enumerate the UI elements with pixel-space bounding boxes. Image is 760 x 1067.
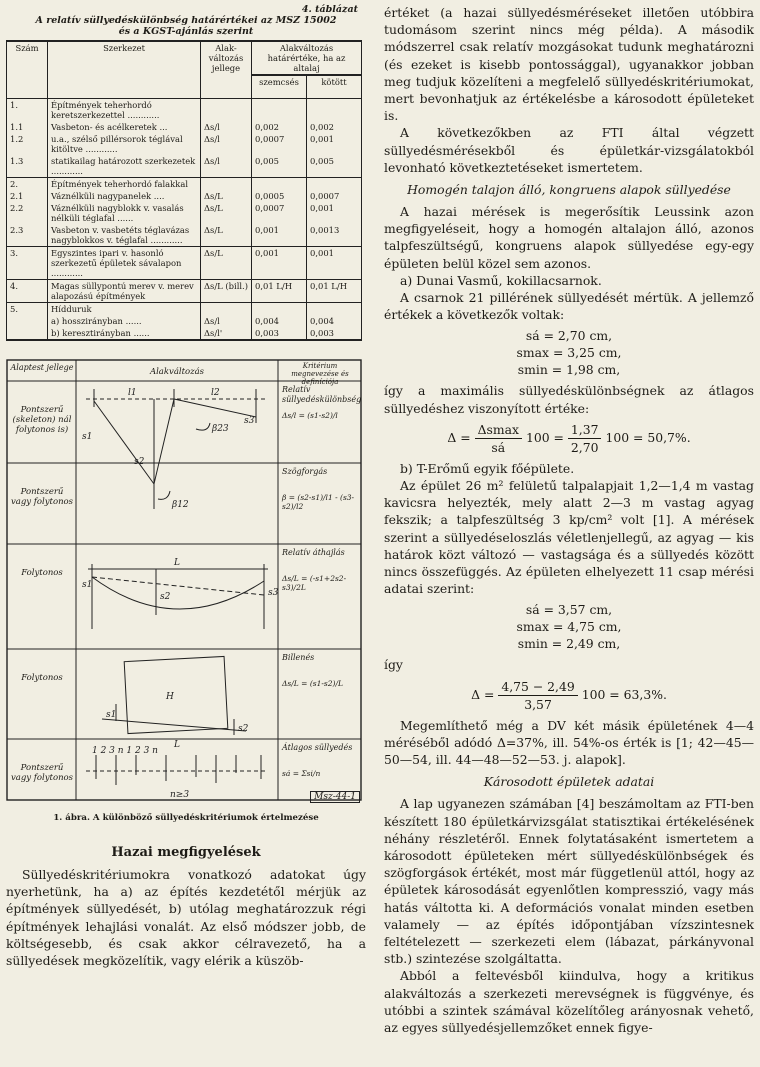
table-cell-num: 3. (7, 247, 48, 280)
right-column (384, 4, 754, 1036)
table-cell-szem: 0,01 L/H (252, 280, 307, 303)
label-s2-b: s2 (160, 592, 171, 602)
para-7: b) T-Erőmű egyik főépülete. (400, 460, 575, 476)
label-l2: l2 (211, 388, 220, 398)
table-cell-text: a) hosszirányban ...... (48, 315, 201, 327)
table-row (7, 178, 362, 191)
fig-criterion-formula: Δs/L = (s1-s2)/L (282, 679, 343, 688)
table-row (7, 280, 362, 303)
table-cell-text: Magas süllypontú merev v. merev alapozású építmények (48, 280, 201, 303)
limit-table (6, 40, 362, 341)
table-cell-num (7, 315, 48, 327)
fig-type-label: Pontszerű vagy folytonos (10, 763, 74, 783)
fig-criterion-formula: sá = Σsi/n (282, 769, 321, 778)
para-3: A hazai mérések is megerősítik Leussink azon megfigyeléseit, hogy a homogén altalajon álló, azonos talpfeszültségű, kongruens alapok süllyedése egy-egy épületen belül közel sem azonos. (384, 204, 754, 271)
para-4: a) Dunai Vasmű, kokillacsarnok. (400, 272, 602, 288)
para-9: így (384, 657, 403, 673)
label-s3-b: s3 (268, 588, 279, 598)
label-L-a: L (174, 558, 180, 568)
f1-end: 100 = 50,7%. (605, 429, 691, 445)
table-cell-jelleg: Δs/l (201, 155, 252, 178)
label-l1: l1 (128, 388, 137, 398)
table-title-2: és a KGST-ajánlás szerint (118, 26, 254, 37)
subheading-karosodott: Károsodott épületek adatai (483, 774, 655, 790)
para-6: így a maximális süllyedéskülönbségnek az átlagos süllyedéshez viszonyított értéke: (384, 383, 754, 416)
f1-den-1: sá (491, 439, 506, 455)
table-cell-kot: 0,003 (307, 327, 362, 340)
figure-caption: 1. ábra. A különböző süllyedéskritériumok értelmezése (53, 813, 319, 823)
para-2: A következőkben az FTI által végzett süllyedésmérésekből és épületkár-vizsgálatokból levonható következtetéseket ismertetem. (384, 125, 754, 175)
label-b12: β12 (172, 500, 189, 510)
label-L-b: L (174, 740, 180, 750)
table-row (7, 224, 362, 247)
table-cell-text: Egyszintes ipari v. hasonló szerkezetű épületek sávalapon ............ (48, 247, 201, 280)
table-cell-num: 1. (7, 99, 48, 122)
th-alak: Alak-változás jellege (201, 41, 252, 99)
values-1 (384, 327, 754, 378)
table-cell-jelleg (201, 178, 252, 191)
label-s1-c: s1 (106, 710, 117, 720)
value-line: smin = 2,49 cm, (517, 636, 621, 652)
table-cell-szem: 0,005 (252, 155, 307, 178)
para-10: Megemlíthető még a DV két másik épületének 4—4 méréséből adódó Δ=37%, ill. 54%-os érték is [1; 42—45—50—54, ill. 44—48—52—53. j. alapok]. (384, 717, 754, 768)
table-cell-kot: 0,005 (307, 155, 362, 178)
table-cell-num: 1.2 (7, 133, 48, 155)
table-cell-text: statikailag határozott szerkezetek ............ (48, 155, 201, 178)
table-cell-num: 4. (7, 280, 48, 303)
table-row (7, 99, 362, 122)
fig-criterion-formula: Δs/L = (-s1+2s2-s3)/2L (282, 574, 347, 592)
para-8: Az épület 26 m² felületű talpalapjait 1,2—1,4 m vastag kavicsra helyezték, mely alatt 2—3 m vastag agyag fekszik; a talpfeszültség 3 kp/cm² volt [1]. A mérések szerint a süllyedéseloszlás véletlenjellegű, az agyag — kis határok közt változó — vastagsága és a süllyedés között nincs összefüggés. Az épületen elhelyezett 11 csap mérési adatai szerint: (384, 478, 754, 597)
table-cell-text: Építmények teherhordó falakkal (48, 178, 201, 191)
table-cell-szem: 0,0005 (252, 190, 307, 202)
table-cell-num (7, 327, 48, 340)
table-cell-num: 2. (7, 178, 48, 191)
table-cell-szem: 0,001 (252, 247, 307, 280)
table-cell-jelleg: Δs/L (201, 190, 252, 202)
values-2 (384, 601, 754, 652)
left-column (6, 4, 366, 969)
para-5: A csarnok 21 pillérének süllyedését mértük. A jellemző értékek a következők voltak: (384, 290, 754, 323)
f1-left: Δ = (447, 429, 471, 445)
table-cell-num: 1.3 (7, 155, 48, 178)
table-cell-text: Váznélküli nagyblokk v. vasalás nélküli téglafal ...... (48, 202, 201, 224)
fig-criterion-name: Billenés (282, 653, 315, 662)
fig-header-krit: Kritérium megnevezése és definíciója (291, 362, 349, 386)
table-row (7, 247, 362, 280)
formula-2 (384, 678, 754, 713)
fig-type-label: Pontszerű (skeleton) nál folytonos is) (12, 405, 72, 435)
fig-criterion-formula: β = (s2-s1)/l1 - (s3-s2)/l2 (282, 493, 355, 511)
label-b23: β23 (212, 424, 229, 434)
subheading-homogen: Homogén talajon álló, kongruens alapok süllyedése (407, 182, 731, 198)
f1-frac-1 (475, 421, 522, 456)
label-s1-b: s1 (82, 580, 93, 590)
label-n: n≥3 (170, 790, 190, 800)
table-row (7, 303, 362, 316)
table-cell-text: b) keresztirányban ...... (48, 327, 201, 340)
table-cell-jelleg: Δs/L (201, 224, 252, 247)
th-hatar: Alakváltozás határértéke, ha az altalaj (252, 41, 362, 75)
value-line: sá = 3,57 cm, (525, 602, 613, 618)
fig-criterion-name: Átlagos süllyedés (282, 743, 353, 752)
criteria-figure (6, 359, 362, 811)
para-12: Abból a feltevésből kiindulva, hogy a kritikus alakváltozás a szerkezeti merevségnek is függvénye, és utóbbi a szintek számával közelítőleg arányosnak vehető, az egyes süllyedésjellemzőket ennek figye- (384, 968, 754, 1035)
table-cell-text: Vasbeton v. vasbetéts téglavázas nagyblokkos v. téglafal ............ (48, 224, 201, 247)
table-cell-text: Váznélküli nagypanelek .... (48, 190, 201, 202)
table-cell-text: u.a., szélső pillérsorok téglával kitöltve ............ (48, 133, 201, 155)
fig-header-alak: Alakváltozás (149, 367, 205, 377)
f1-num-1: Δsmax (475, 421, 522, 439)
para-1: értéket (a hazai süllyedésméréseket illetően utóbbira tudomásom szerint nincs még példa). A második módszerrel csak relatív mozgásokat tudunk meghatározni (és ezeket is kisebb pontossággal), ugyanakkor jobban meg tudjuk közelíteni a megfelelő süllyedéskritériumokat, mert bevonhatjuk az értékelésbe a károsodott épületeket is. (384, 5, 754, 124)
table-row (7, 202, 362, 224)
th-kotott: kötött (307, 75, 362, 99)
table-cell-num: 2.2 (7, 202, 48, 224)
table-cell-text: Vasbeton- és acélkeretek ... (48, 121, 201, 133)
table-cell-kot: 0,002 (307, 121, 362, 133)
fig-criterion-formula: Δs/l = (s1-s2)/l (282, 411, 338, 420)
table-cell-szem: 0,003 (252, 327, 307, 340)
f2-den: 3,57 (524, 696, 552, 712)
table-title-1: A relatív süllyedéskülönbség határértékei az MSZ 15002 (35, 15, 337, 26)
fig-type-label: Folytonos (21, 568, 63, 578)
table-cell-jelleg: Δs/L (201, 202, 252, 224)
table-cell-num: 5. (7, 303, 48, 316)
f1-mid: 100 = (525, 429, 564, 445)
table-cell-jelleg (201, 303, 252, 316)
table-cell-kot: 0,001 (307, 202, 362, 224)
table-cell-num: 2.3 (7, 224, 48, 247)
table-cell-num: 1.1 (7, 121, 48, 133)
table-cell-szem (252, 99, 307, 122)
fig-type-label: Pontszerű vagy folytonos (10, 487, 74, 507)
fig-criterion-name: Relatív áthajlás (282, 548, 345, 557)
table-cell-kot: 0,001 (307, 133, 362, 155)
table-cell-jelleg: Δs/L (201, 247, 252, 280)
table-cell-kot: 0,0007 (307, 190, 362, 202)
f1-frac-2 (568, 421, 602, 456)
f2-end: 100 = 63,3%. (581, 686, 667, 702)
table-cell-szem: 0,002 (252, 121, 307, 133)
para-11: A lap ugyanezen számában [4] beszámoltam az FTI-ben készített 180 épületkárvizsgálat statisztikai értékelésének néhány részletéről. Ennek folytatásaként ismertetem a károsodott épületeken mért süllyedéskülönbségek és szögforgások értékét, most már függetlenül attól, hogy az épületek károsodását egyenlőtlen kompresszió, vagy más hatás váltotta ki. A deformációs vonalat minden esetben valamely — az építés időpontjában vízszintesnek feltételezett — szerkezeti elem (lábazat, párkányvonal stb.) szintezése szolgáltatta. (384, 796, 754, 967)
table-cell-kot (307, 99, 362, 122)
th-szemcses: szemcsés (252, 75, 307, 99)
table-row (7, 155, 362, 178)
table-row (7, 133, 362, 155)
table-row (7, 121, 362, 133)
table-cell-kot (307, 178, 362, 191)
fig-type-label: Folytonos (21, 673, 63, 683)
table-cell-szem: 0,004 (252, 315, 307, 327)
table-cell-kot: 0,001 (307, 247, 362, 280)
table-cell-kot (307, 303, 362, 316)
value-line: smax = 3,25 cm, (516, 345, 622, 361)
value-line: smin = 1,98 cm, (517, 362, 621, 378)
table-cell-szem (252, 178, 307, 191)
fig-criterion-name: Relatív süllyedéskülönbség (282, 385, 362, 404)
table-cell-szem: 0,0007 (252, 133, 307, 155)
table-cell-jelleg: Δs/l (201, 121, 252, 133)
table-body (7, 99, 362, 341)
formula-1 (384, 421, 754, 456)
table-cell-text: Hídduruk (48, 303, 201, 316)
table-cell-szem: 0,001 (252, 224, 307, 247)
label-H: H (166, 692, 174, 702)
table-cell-jelleg (201, 99, 252, 122)
f2-frac (498, 678, 577, 713)
label-s3-a: s3 (244, 416, 255, 426)
table-cell-jelleg: Δs/l' (201, 327, 252, 340)
table-row (7, 190, 362, 202)
table-cell-jelleg: Δs/l (201, 133, 252, 155)
label-s2-c: s2 (238, 724, 249, 734)
table-cell-kot: 0,0013 (307, 224, 362, 247)
label-s2-a: s2 (134, 457, 145, 467)
fig-criterion-name: Szögforgás (282, 467, 328, 476)
left-paragraph: Süllyedéskritériumokra vonatkozó adatokat úgy nyerhetünk, ha a) az építés kezdetétől mérjük az építmények süllyedését, b) utólag meghatározzuk régi építmények lehajlási vonalát. Az első módszer jobb, de költségesebb, és csak akkor célravezető, ha a süllyedések megközelítik, vagy elérik a küszöb- (6, 867, 366, 969)
label-s1-a: s1 (82, 432, 93, 442)
f2-left: Δ = (471, 686, 495, 702)
table-cell-jelleg: Δs/L (bill.) (201, 280, 252, 303)
table-number: 4. táblázat (301, 4, 358, 15)
table-cell-szem: 0,0007 (252, 202, 307, 224)
th-szam: Szám (7, 41, 48, 99)
value-line: sá = 2,70 cm, (525, 328, 613, 344)
table-cell-kot: 0,01 L/H (307, 280, 362, 303)
f1-den-2: 2,70 (570, 439, 599, 455)
table-cell-szem (252, 303, 307, 316)
table-cell-num: 2.1 (7, 190, 48, 202)
fig-header-alaptest: Alaptest jellege (10, 363, 74, 372)
label-nums: 1 2 3 n 1 2 3 n (92, 746, 158, 756)
table-row (7, 327, 362, 340)
section-heading: Hazai megfigyelések (111, 845, 261, 860)
f1-num-2: 1,37 (568, 421, 602, 439)
table-cell-kot: 0,004 (307, 315, 362, 327)
value-line: smax = 4,75 cm, (516, 619, 622, 635)
f2-num: 4,75 − 2,49 (498, 678, 577, 696)
table-cell-text: Építmények teherhordó keretszerkezettel ............ (48, 99, 201, 122)
th-szerkezet: Szerkezet (48, 41, 201, 99)
table-cell-jelleg: Δs/l (201, 315, 252, 327)
table-row (7, 315, 362, 327)
figure-tag: Msz-44-1 (310, 791, 360, 803)
